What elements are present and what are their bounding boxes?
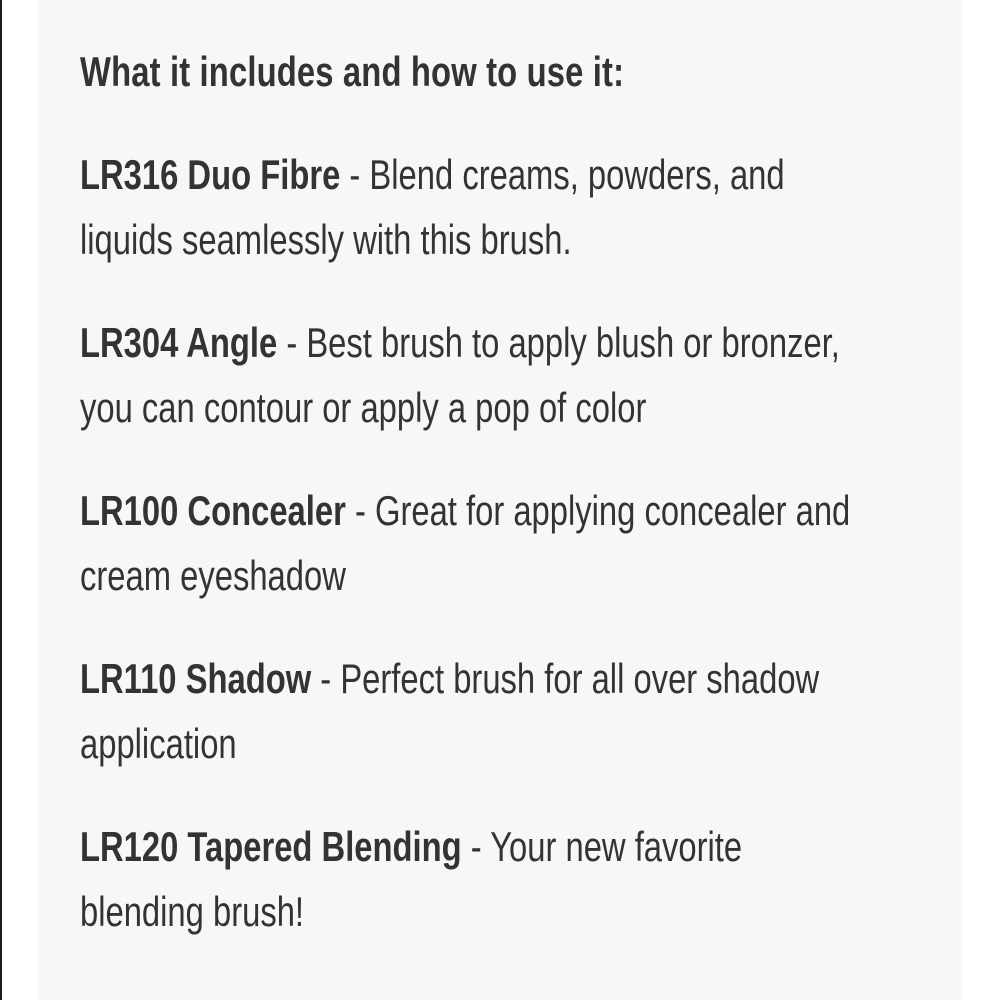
brush-description: - Best brush to apply blush or bronzer, you can contour or apply a pop of color	[80, 319, 840, 431]
brush-name: LR110 Shadow	[80, 655, 312, 702]
brush-name: LR304 Angle	[80, 319, 278, 366]
brush-name: LR316 Duo Fibre	[80, 151, 341, 198]
list-item	[80, 478, 868, 608]
brush-description: - Your new favorite blending brush!	[80, 823, 743, 935]
brush-name: LR100 Concealer	[80, 487, 346, 534]
list-item	[80, 814, 868, 944]
product-description	[80, 40, 868, 944]
list-item	[80, 142, 868, 272]
section-heading: What it includes and how to use it:	[80, 48, 625, 95]
brush-description: - Blend creams, powders, and liquids seamlessly with this brush.	[80, 151, 785, 263]
brush-name: LR120 Tapered Blending	[80, 823, 462, 870]
brush-description: - Great for applying concealer and cream eyeshadow	[80, 487, 851, 599]
list-item	[80, 310, 868, 440]
list-item	[80, 646, 868, 776]
brush-description: - Perfect brush for all over shadow application	[80, 655, 820, 767]
left-border-line	[0, 0, 2, 1000]
